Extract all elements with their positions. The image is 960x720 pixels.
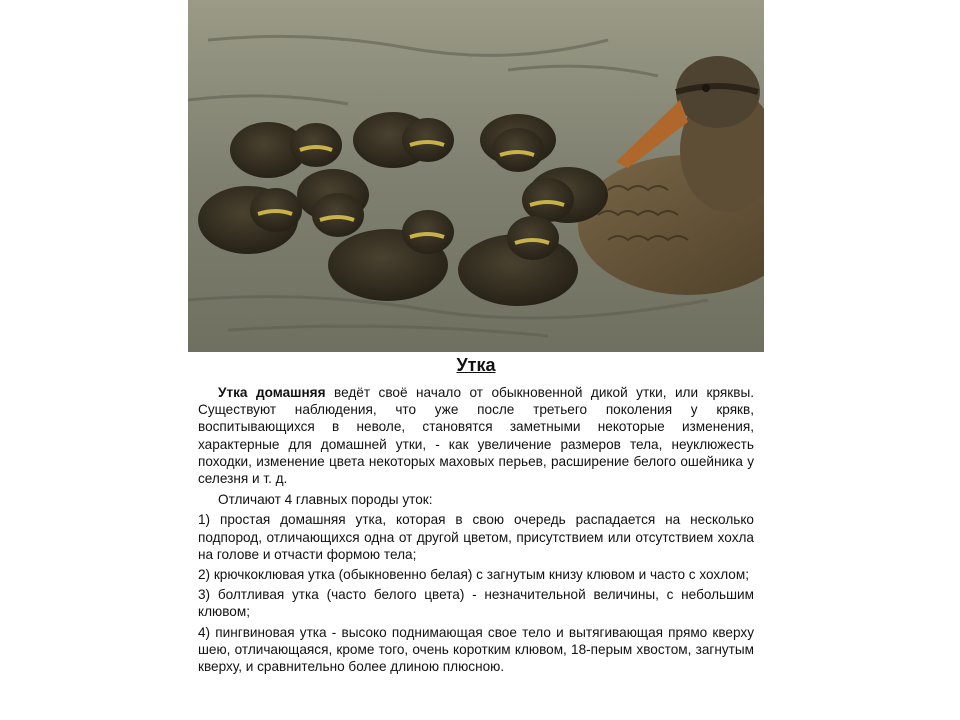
list-item: 3) болтливая утка (часто белого цвета) - незначительной величины, с небольшим клювом; <box>198 587 754 620</box>
duck-photo <box>188 0 764 352</box>
list-intro: Отличают 4 главных породы уток: <box>218 492 433 508</box>
intro-text: ведёт своё начало от обыкновенной дикой утки, или кряквы. Существуют наблюдения, что уже после третьего поколения у крякв, воспитывающихся в неволе, становятся заметными некоторые изменения, характерные для домашней утки, - как увеличение размеров тела, неуклюжесть походки, изменение цвета некоторых маховых перьев, расширение белого ошейника у селезня и т. д. <box>198 385 754 487</box>
list-item: 4) пингвиновая утка - высоко поднимающая свое тело и вытягивающая прямо кверху шею, отличающаяся, кроме того, очень коротким клювом, 18-перым хвостом, загнутым кверху, и сравнительно более длиною плюсною. <box>198 624 754 675</box>
intro-bold-lead: Утка домашняя <box>218 385 326 400</box>
article-title: Утка <box>456 355 496 375</box>
list-item: 2) крючкоклювая утка (обыкновенно белая) с загнутым книзу клювом и часто с хохлом; <box>198 567 749 583</box>
article-body <box>198 384 754 678</box>
duck-photo-illustration <box>188 0 764 352</box>
intro-paragraph <box>198 384 754 487</box>
list-item: 1) простая домашняя утка, которая в свою очередь распадается на несколько подпород, отличающихся одна от другой цветом, присутствием или отсутствием хохла на голове и отчасти формою тела; <box>198 512 754 562</box>
